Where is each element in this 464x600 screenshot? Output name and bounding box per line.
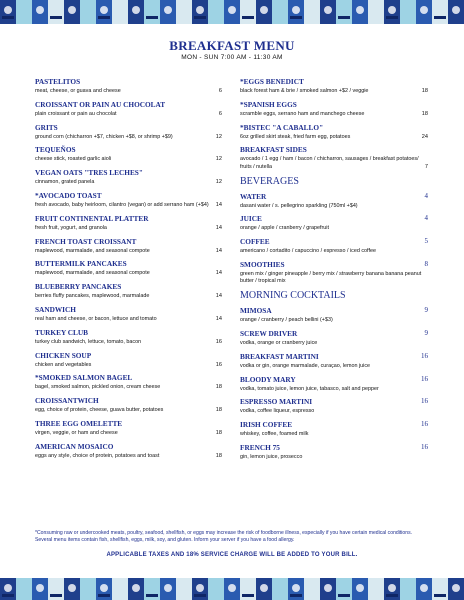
pattern-tile bbox=[128, 0, 144, 24]
beverages-heading: BEVERAGES bbox=[240, 175, 299, 187]
item-name: CHICKEN SOUP bbox=[35, 350, 92, 360]
item-price: 18 bbox=[421, 110, 428, 117]
pattern-tile bbox=[96, 0, 112, 24]
pattern-tile bbox=[416, 578, 432, 600]
pattern-tile bbox=[416, 0, 432, 24]
pattern-tile bbox=[448, 578, 464, 600]
pattern-tile bbox=[176, 578, 192, 600]
item-name: CROISSANTWICH bbox=[35, 396, 99, 406]
item-price: 18 bbox=[215, 384, 222, 391]
cocktail-item bbox=[240, 443, 428, 461]
item-name: SANDWICH bbox=[35, 304, 76, 314]
item-name: *BISTEC "A CABALLO" bbox=[240, 122, 324, 132]
pattern-tile bbox=[128, 578, 144, 600]
pattern-tile bbox=[192, 0, 208, 24]
item-price: 14 bbox=[215, 247, 222, 254]
item-name: PASTELITOS bbox=[35, 77, 81, 86]
cocktail-item bbox=[240, 420, 428, 438]
item-desc: orange / apple / cranberry / grapefruit bbox=[240, 225, 329, 232]
item-price: 8 bbox=[424, 259, 428, 268]
allergy-disclaimer: *Consuming raw or undercooked meats, poultry, seafood, shellfish, or eggs may increase the risk of foodborne illness, especially if you have certain medical conditions. Several menu items contain fish, shellfish, eggs, milk, soy, and gluten. Inform your server if you have a food allergy. bbox=[35, 530, 413, 543]
item-name: CROISSANT OR PAIN AU CHOCOLAT bbox=[35, 99, 166, 109]
pattern-tile bbox=[384, 578, 400, 600]
pattern-tile bbox=[368, 578, 384, 600]
menu-item bbox=[35, 123, 222, 141]
item-desc: vodka, tomato juice, lemon juice, tabasco, salt and pepper bbox=[240, 385, 379, 392]
pattern-tile bbox=[304, 578, 320, 600]
item-price: 6 bbox=[218, 88, 222, 94]
item-price: 4 bbox=[424, 191, 428, 200]
item-name: MIMOSA bbox=[240, 306, 272, 316]
pattern-tile bbox=[304, 0, 320, 24]
item-price: 16 bbox=[215, 338, 222, 345]
pattern-tile bbox=[144, 578, 160, 600]
item-name: ESPRESSO MARTINI bbox=[240, 397, 313, 407]
menu-item bbox=[240, 100, 428, 118]
pattern-tile bbox=[0, 578, 16, 600]
item-name: FRENCH 75 bbox=[240, 442, 280, 452]
item-price: 18 bbox=[215, 407, 222, 414]
pattern-tile bbox=[352, 578, 368, 600]
item-desc: dasani water / s. pellegrino sparkling (750ml +$4) bbox=[240, 202, 358, 209]
item-desc: whiskey, coffee, foamed milk bbox=[240, 431, 309, 438]
item-price: 18 bbox=[421, 88, 428, 94]
menu-item bbox=[35, 282, 222, 300]
left-column bbox=[35, 77, 222, 465]
menu-item bbox=[35, 328, 222, 346]
item-desc: maplewood, marmalade, and seasonal compote bbox=[35, 270, 150, 277]
cocktail-item bbox=[240, 352, 428, 370]
item-desc: cinnamon, grated panela bbox=[35, 179, 95, 186]
pattern-tile bbox=[384, 0, 400, 24]
menu-item bbox=[35, 214, 222, 232]
item-name: BUTTERMILK PANCAKES bbox=[35, 259, 127, 269]
item-price: 14 bbox=[215, 201, 222, 208]
item-name: *SMOKED SALMON BAGEL bbox=[35, 373, 133, 383]
pattern-tile bbox=[400, 0, 416, 24]
item-price: 14 bbox=[215, 224, 222, 231]
item-name: TURKEY CLUB bbox=[35, 327, 89, 337]
item-price: 9 bbox=[424, 328, 428, 337]
item-name: BREAKFAST SIDES bbox=[240, 145, 307, 155]
item-price: 16 bbox=[421, 442, 428, 451]
beverage-item bbox=[240, 214, 428, 232]
pattern-tile bbox=[432, 578, 448, 600]
menu-item bbox=[240, 77, 428, 95]
menu-item bbox=[35, 237, 222, 255]
pattern-tile bbox=[208, 0, 224, 24]
item-name: SMOOTHIES bbox=[240, 259, 285, 269]
pattern-tile bbox=[144, 0, 160, 24]
pattern-tile bbox=[112, 0, 128, 24]
beverage-item bbox=[240, 237, 428, 255]
item-desc: orange / cranberry / peach bellini (+$3) bbox=[240, 317, 333, 324]
menu-item bbox=[35, 396, 222, 414]
pattern-tile bbox=[288, 0, 304, 24]
menu-item bbox=[35, 100, 222, 118]
item-price: 18 bbox=[215, 429, 222, 436]
pattern-tile bbox=[48, 0, 64, 24]
pattern-tile bbox=[16, 578, 32, 600]
item-name: IRISH COFFEE bbox=[240, 420, 293, 430]
cocktail-item bbox=[240, 306, 428, 324]
item-desc: plain croissant or pain au chocolat bbox=[35, 110, 117, 117]
menu-item bbox=[35, 191, 222, 209]
pattern-tile bbox=[336, 578, 352, 600]
item-name: GRITS bbox=[35, 122, 58, 132]
pattern-tile bbox=[432, 0, 448, 24]
pattern-tile bbox=[16, 0, 32, 24]
item-name: *SPANISH EGGS bbox=[240, 99, 297, 109]
menu-item bbox=[35, 351, 222, 369]
pattern-tile bbox=[112, 578, 128, 600]
pattern-tile bbox=[64, 578, 80, 600]
item-desc: turkey club sandwich, lettuce, tomato, bacon bbox=[35, 338, 142, 345]
item-price: 14 bbox=[215, 270, 222, 277]
service-charge-notice: APPLICABLE TAXES AND 18% SERVICE CHARGE WILL BE ADDED TO YOUR BILL. bbox=[106, 552, 358, 558]
item-desc: berries fluffy pancakes, maplewood, marmalade bbox=[35, 293, 150, 300]
pattern-tile bbox=[224, 0, 240, 24]
menu-item bbox=[35, 305, 222, 323]
item-desc: fresh fruit, yogurt, and granola bbox=[35, 224, 107, 231]
item-name: *EGGS BENEDICT bbox=[240, 77, 304, 86]
pattern-tile bbox=[336, 0, 352, 24]
menu-item bbox=[240, 123, 428, 141]
menu-item bbox=[35, 442, 222, 460]
item-desc: eggs any style, choice of protein, potatoes and toast bbox=[35, 452, 160, 459]
item-desc: maplewood, marmalade, and seasonal compote bbox=[35, 247, 150, 254]
item-desc: egg, choice of protein, cheese, guava butter, potatoes bbox=[35, 407, 164, 414]
beverage-item bbox=[240, 192, 428, 210]
cocktails-heading: MORNING COCKTAILS bbox=[240, 290, 346, 302]
item-name: TEQUEÑOS bbox=[35, 145, 76, 155]
item-price: 9 bbox=[424, 306, 428, 315]
cocktail-item bbox=[240, 397, 428, 415]
item-name: THREE EGG OMELETTE bbox=[35, 418, 123, 428]
pattern-tile bbox=[80, 578, 96, 600]
pattern-tile bbox=[192, 578, 208, 600]
beverage-item bbox=[240, 260, 428, 286]
pattern-tile bbox=[352, 0, 368, 24]
item-name: FRUIT CONTINENTAL PLATTER bbox=[35, 213, 149, 223]
item-desc: vodka, orange or cranberry juice bbox=[240, 339, 318, 346]
item-name: AMERICAN MOSAICO bbox=[35, 441, 114, 451]
item-price: 16 bbox=[421, 351, 428, 360]
menu-item bbox=[35, 419, 222, 437]
pattern-tile bbox=[160, 0, 176, 24]
item-price: 5 bbox=[424, 237, 428, 246]
item-price: 4 bbox=[424, 214, 428, 223]
item-desc: 6oz grilled skirt steak, fried farm egg, potatoes bbox=[240, 133, 351, 140]
pattern-tile bbox=[0, 0, 16, 24]
item-desc: bagel, smoked salmon, pickled onion, cream cheese bbox=[35, 384, 161, 391]
item-price: 12 bbox=[215, 179, 222, 186]
pattern-tile bbox=[176, 0, 192, 24]
menu-item bbox=[240, 145, 428, 171]
cocktail-item bbox=[240, 375, 428, 393]
right-column bbox=[240, 77, 428, 466]
item-price: 16 bbox=[215, 361, 222, 368]
item-name: JUICE bbox=[240, 214, 262, 224]
pattern-tile bbox=[32, 578, 48, 600]
pattern-tile bbox=[320, 0, 336, 24]
pattern-tile bbox=[208, 578, 224, 600]
pattern-tile bbox=[80, 0, 96, 24]
item-price: 16 bbox=[421, 374, 428, 383]
item-name: BLOODY MARY bbox=[240, 374, 296, 384]
item-price: 12 bbox=[215, 133, 222, 140]
pattern-tile bbox=[320, 578, 336, 600]
item-desc: ground corn (chicharron +$7, chicken +$8, or shrimp +$9) bbox=[35, 133, 173, 140]
menu-hours: MON - SUN 7:00 AM - 11:30 AM bbox=[181, 54, 283, 61]
pattern-tile bbox=[64, 0, 80, 24]
item-price: 14 bbox=[215, 315, 222, 322]
item-price: 18 bbox=[215, 452, 222, 459]
item-name: FRENCH TOAST CROISSANT bbox=[35, 236, 137, 246]
item-desc: green mix / ginger pineapple / berry mix / strawberry banana banana peanut butter / tropical mix bbox=[240, 270, 422, 285]
item-name: VEGAN OATS "TRES LECHES" bbox=[35, 168, 143, 178]
item-name: BLUEBERRY PANCAKES bbox=[35, 282, 122, 292]
item-desc: chicken and vegetables bbox=[35, 361, 92, 368]
pattern-tile bbox=[448, 0, 464, 24]
menu-title: BREAKFAST MENU bbox=[169, 38, 295, 53]
pattern-tile bbox=[224, 578, 240, 600]
pattern-tile bbox=[256, 578, 272, 600]
item-desc: avocado / 1 egg / ham / bacon / chicharron, sausages / breakfast potatoes/ fruits / nutella bbox=[240, 156, 419, 170]
item-desc: scramble eggs, serrano ham and manchego cheese bbox=[240, 110, 365, 117]
item-desc: americano / cortadito / capuccino / espresso / iced coffee bbox=[240, 248, 376, 255]
pattern-tile bbox=[288, 578, 304, 600]
item-name: *AVOCADO TOAST bbox=[35, 190, 102, 200]
item-desc: vodka or gin, orange marmalade, curaçao, lemon juice bbox=[240, 362, 371, 369]
item-price: 14 bbox=[215, 293, 222, 300]
cocktail-item bbox=[240, 329, 428, 347]
pattern-tile bbox=[256, 0, 272, 24]
item-price: 16 bbox=[421, 420, 428, 429]
item-name: WATER bbox=[240, 191, 267, 201]
pattern-tile bbox=[240, 0, 256, 24]
item-price: 7 bbox=[424, 163, 428, 170]
item-desc: gin, lemon juice, prosecco bbox=[240, 453, 303, 460]
item-price: 24 bbox=[421, 133, 428, 140]
item-price: 12 bbox=[215, 156, 222, 163]
item-name: SCREW DRIVER bbox=[240, 328, 298, 338]
pattern-tile bbox=[48, 578, 64, 600]
item-desc: black forest ham & brie / smoked salmon +$2 / veggie bbox=[240, 88, 369, 94]
item-name: COFFEE bbox=[240, 237, 270, 247]
item-desc: meat, cheese, or guava and cheese bbox=[35, 88, 121, 94]
item-desc: virgen, veggie, or ham and cheese bbox=[35, 429, 118, 436]
item-desc: cheese stick, roasted garlic aioli bbox=[35, 156, 112, 163]
item-desc: real ham and cheese, or bacon, lettuce and tomato bbox=[35, 315, 157, 322]
pattern-tile bbox=[400, 578, 416, 600]
pattern-tile bbox=[32, 0, 48, 24]
menu-item bbox=[35, 259, 222, 277]
item-price: 6 bbox=[218, 110, 222, 117]
pattern-tile bbox=[272, 0, 288, 24]
pattern-tile bbox=[160, 578, 176, 600]
pattern-tile bbox=[272, 578, 288, 600]
pattern-tile bbox=[368, 0, 384, 24]
bottom-pattern-band bbox=[0, 578, 464, 600]
item-price: 16 bbox=[421, 397, 428, 406]
item-desc: fresh avocado, baby heirloom, cilantro (vegan) or add serrano ham (+$4) bbox=[35, 201, 209, 208]
pattern-tile bbox=[240, 578, 256, 600]
menu-item bbox=[35, 168, 222, 186]
menu-item bbox=[35, 145, 222, 163]
menu-item bbox=[35, 77, 222, 95]
item-desc: vodka, coffee liqueur, espresso bbox=[240, 408, 315, 415]
top-pattern-band bbox=[0, 0, 464, 24]
item-name: BREAKFAST MARTINI bbox=[240, 351, 319, 361]
pattern-tile bbox=[96, 578, 112, 600]
menu-item bbox=[35, 373, 222, 391]
